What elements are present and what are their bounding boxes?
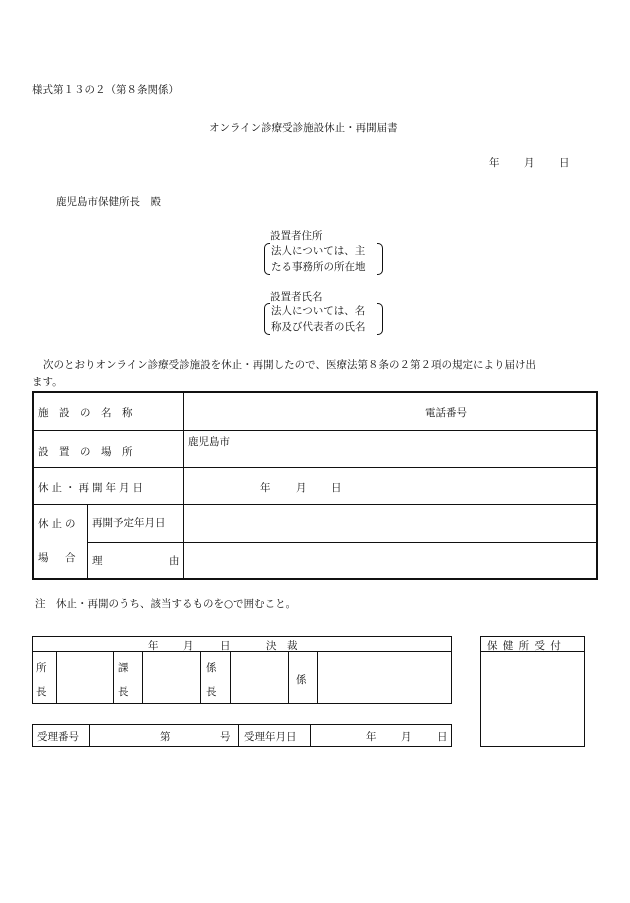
decision-month: 月 [183,640,194,652]
date-year-label: 年 [489,157,500,169]
receipt-month: 月 [401,731,412,743]
receipt-table [32,724,452,747]
receipt-stamp-label: 保 健 所 受 付 [487,640,562,652]
main-table-rule [32,430,598,431]
receipt-col [238,724,239,747]
decision-day: 日 [220,640,231,652]
addressee: 鹿児島市保健所長 殿 [56,196,161,208]
main-table-rule [32,504,598,505]
decision-table [32,636,452,704]
address-note-line-2: たる事務所の所在地 [271,261,366,273]
suspension-label-1: 休止の [38,518,79,530]
suspend-year: 年 [260,482,271,494]
name-note-line-1: 法人については、名 [271,305,366,317]
receipt-col [89,724,90,747]
decision-title: 決 裁 [266,640,298,652]
location-label: 設 置 の 場 所 [38,446,133,458]
main-table-col-divider [87,504,88,580]
receipt-day: 日 [437,731,448,743]
body-text-line-1: 次のとおりオンライン診療受診施設を休止・再開したので、医療法第８条の２第２項の規定により届け出 [43,359,536,371]
date-month-label: 月 [524,157,535,169]
main-table-rule [32,467,598,468]
subsection-chief-label-2: 長 [206,686,217,698]
body-text-line-2: ます。 [32,376,63,388]
decision-col [200,651,201,704]
name-note [264,303,383,335]
director-label-1: 所 [36,662,47,674]
receipt-year: 年 [366,731,377,743]
note: 注 休止・再開のうち、該当するものを○で囲むこと。 [35,598,297,610]
decision-header-rule [32,651,452,652]
reason-label-1: 理 [92,555,103,567]
receipt-col [310,724,311,747]
staff-label: 係 [296,674,307,686]
address-note [264,243,383,275]
director-label-2: 長 [36,686,47,698]
receipt-number-label: 受理番号 [37,731,79,743]
decision-col [317,651,318,704]
location-value: 鹿児島市 [188,436,230,448]
decision-col [113,651,114,704]
facility-name-label: 施 設 の 名 称 [38,407,133,419]
decision-col [56,651,57,704]
date-day-label: 日 [559,157,570,169]
main-table-col-divider [183,391,184,580]
reopen-date-label: 再開予定年月日 [92,517,166,529]
form-number: 様式第１３の２（第８条関係） [32,84,179,96]
decision-col [288,651,289,704]
receipt-date-label: 受理年月日 [244,731,297,743]
decision-col [142,651,143,704]
suspend-day: 日 [331,482,342,494]
reason-label-2: 由 [169,555,180,567]
main-table-rule [87,542,598,543]
section-chief-label-2: 長 [118,686,129,698]
name-label: 設置者氏名 [270,291,323,303]
decision-col [230,651,231,704]
address-note-line-1: 法人については、主 [271,245,366,257]
suspend-month: 月 [296,482,307,494]
form-title: オンライン診療受診施設休止・再開届書 [209,122,398,134]
subsection-chief-label-1: 係 [206,662,217,674]
section-chief-label-1: 課 [118,662,129,674]
phone-label: 電話番号 [425,407,467,419]
receipt-go: 号 [220,731,231,743]
suspension-label-2: 場 合 [38,552,79,564]
name-note-line-2: 称及び代表者の氏名 [271,321,366,333]
decision-year: 年 [148,640,159,652]
address-label: 設置者住所 [270,230,323,242]
date-label: 休止・再開年月日 [38,482,146,494]
receipt-dai: 第 [160,731,171,743]
